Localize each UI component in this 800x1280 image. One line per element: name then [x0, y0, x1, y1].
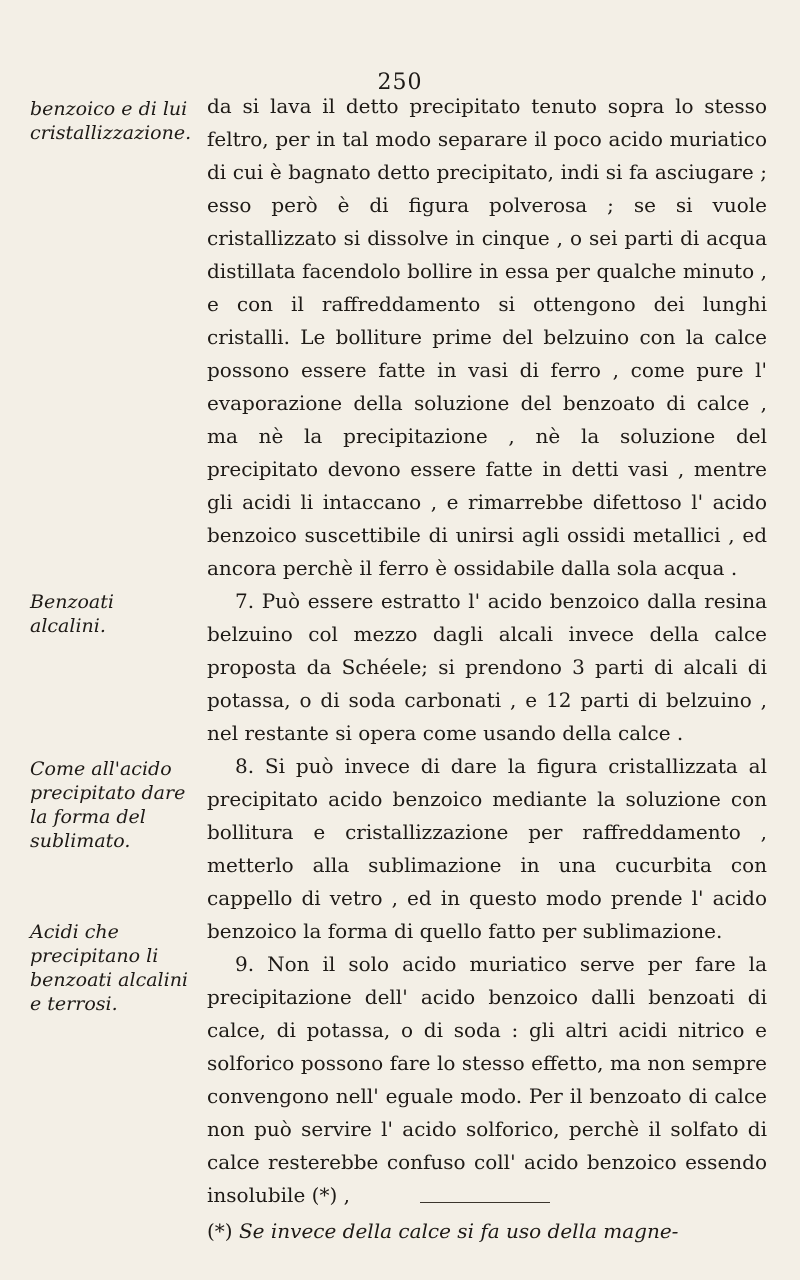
paragraph-continuation: da si lava il detto precipitato tenuto sopra lo stesso feltro, per in tal modo separare il poco acido muriatico di cui è bagnato detto precipitato, indi si fa asciugare ; esso però è di figura polverosa ; se si vuole cristallizzato si dissolve in cinque , o sei parti di acqua distillata facendolo bollire in essa per qualche minuto , e con il raffreddamento si ottengono dei lunghi cristalli. Le bolliture prime del belzuino con la calce possono essere fatte in vasi di ferro , come pure l' evaporazione della soluzione del benzoato di calce , ma nè la precipitazione , nè la soluzione del precipitato devono essere fatte in detti vasi , mentre gli acidi li intaccano , e rimarrebbe difettoso l' acido benzoico suscettibile di unirsi agli ossidi metallici , ed ancora perchè il ferro è ossidabile dalla sola acqua . [207, 94, 767, 580]
margin-note-alkaline-benzoates: Benzoati alcalini. [30, 591, 114, 637]
margin-note-sublimate-form: Come all'acido precipitato dare la forma del sublimato. [30, 758, 186, 852]
footnote-marker: (*) [207, 1219, 233, 1243]
margin-note-precipitating-acids: Acidi che precipitano li benzoati alcalini e terrosi. [30, 921, 189, 1015]
paragraph-9: 9. Non il solo acido muriatico serve per fare la precipitazione dell' acido benzoico dalli benzoati di calce, di potassa, o di soda : gli altri acidi nitrico e solforico possono fare lo stesso effetto, ma non sempre convengono nell' eguale modo. Per il benzoato di calce non può servire l' acido solforico, perchè il solfato di calce resterebbe confuso coll' acido benzoico essendo insolubile (*) , [207, 952, 767, 1207]
main-text [207, 90, 767, 1212]
paragraph-7: 7. Può essere estratto l' acido benzoico dalla resina belzuino col mezzo dagli alcali invece della calce proposta da Schéele; si prendono 3 parti di alcali di potassa, o di soda carbonati , e 12 parti di belzuino , nel restante si opera come usando della calce . [207, 589, 767, 745]
paragraph-8: 8. Si può invece di dare la figura cristallizzata al precipitato acido benzoico mediante la soluzione con bollitura e cristallizzazione per raffreddamento , metterlo alla sublimazione in una cucurbita con cappello di vetro , ed in questo modo prende l' acido benzoico la forma di quello fatto per sublimazione. [207, 754, 767, 943]
footnote-text: Se invece della calce si fa uso della magne- [238, 1219, 679, 1243]
margin-note-crystallization: benzoico e di lui cristallizzazione. [30, 98, 192, 144]
page-number: 250 [377, 70, 423, 95]
footnote-divider [420, 1202, 550, 1203]
footnote [207, 1217, 767, 1245]
